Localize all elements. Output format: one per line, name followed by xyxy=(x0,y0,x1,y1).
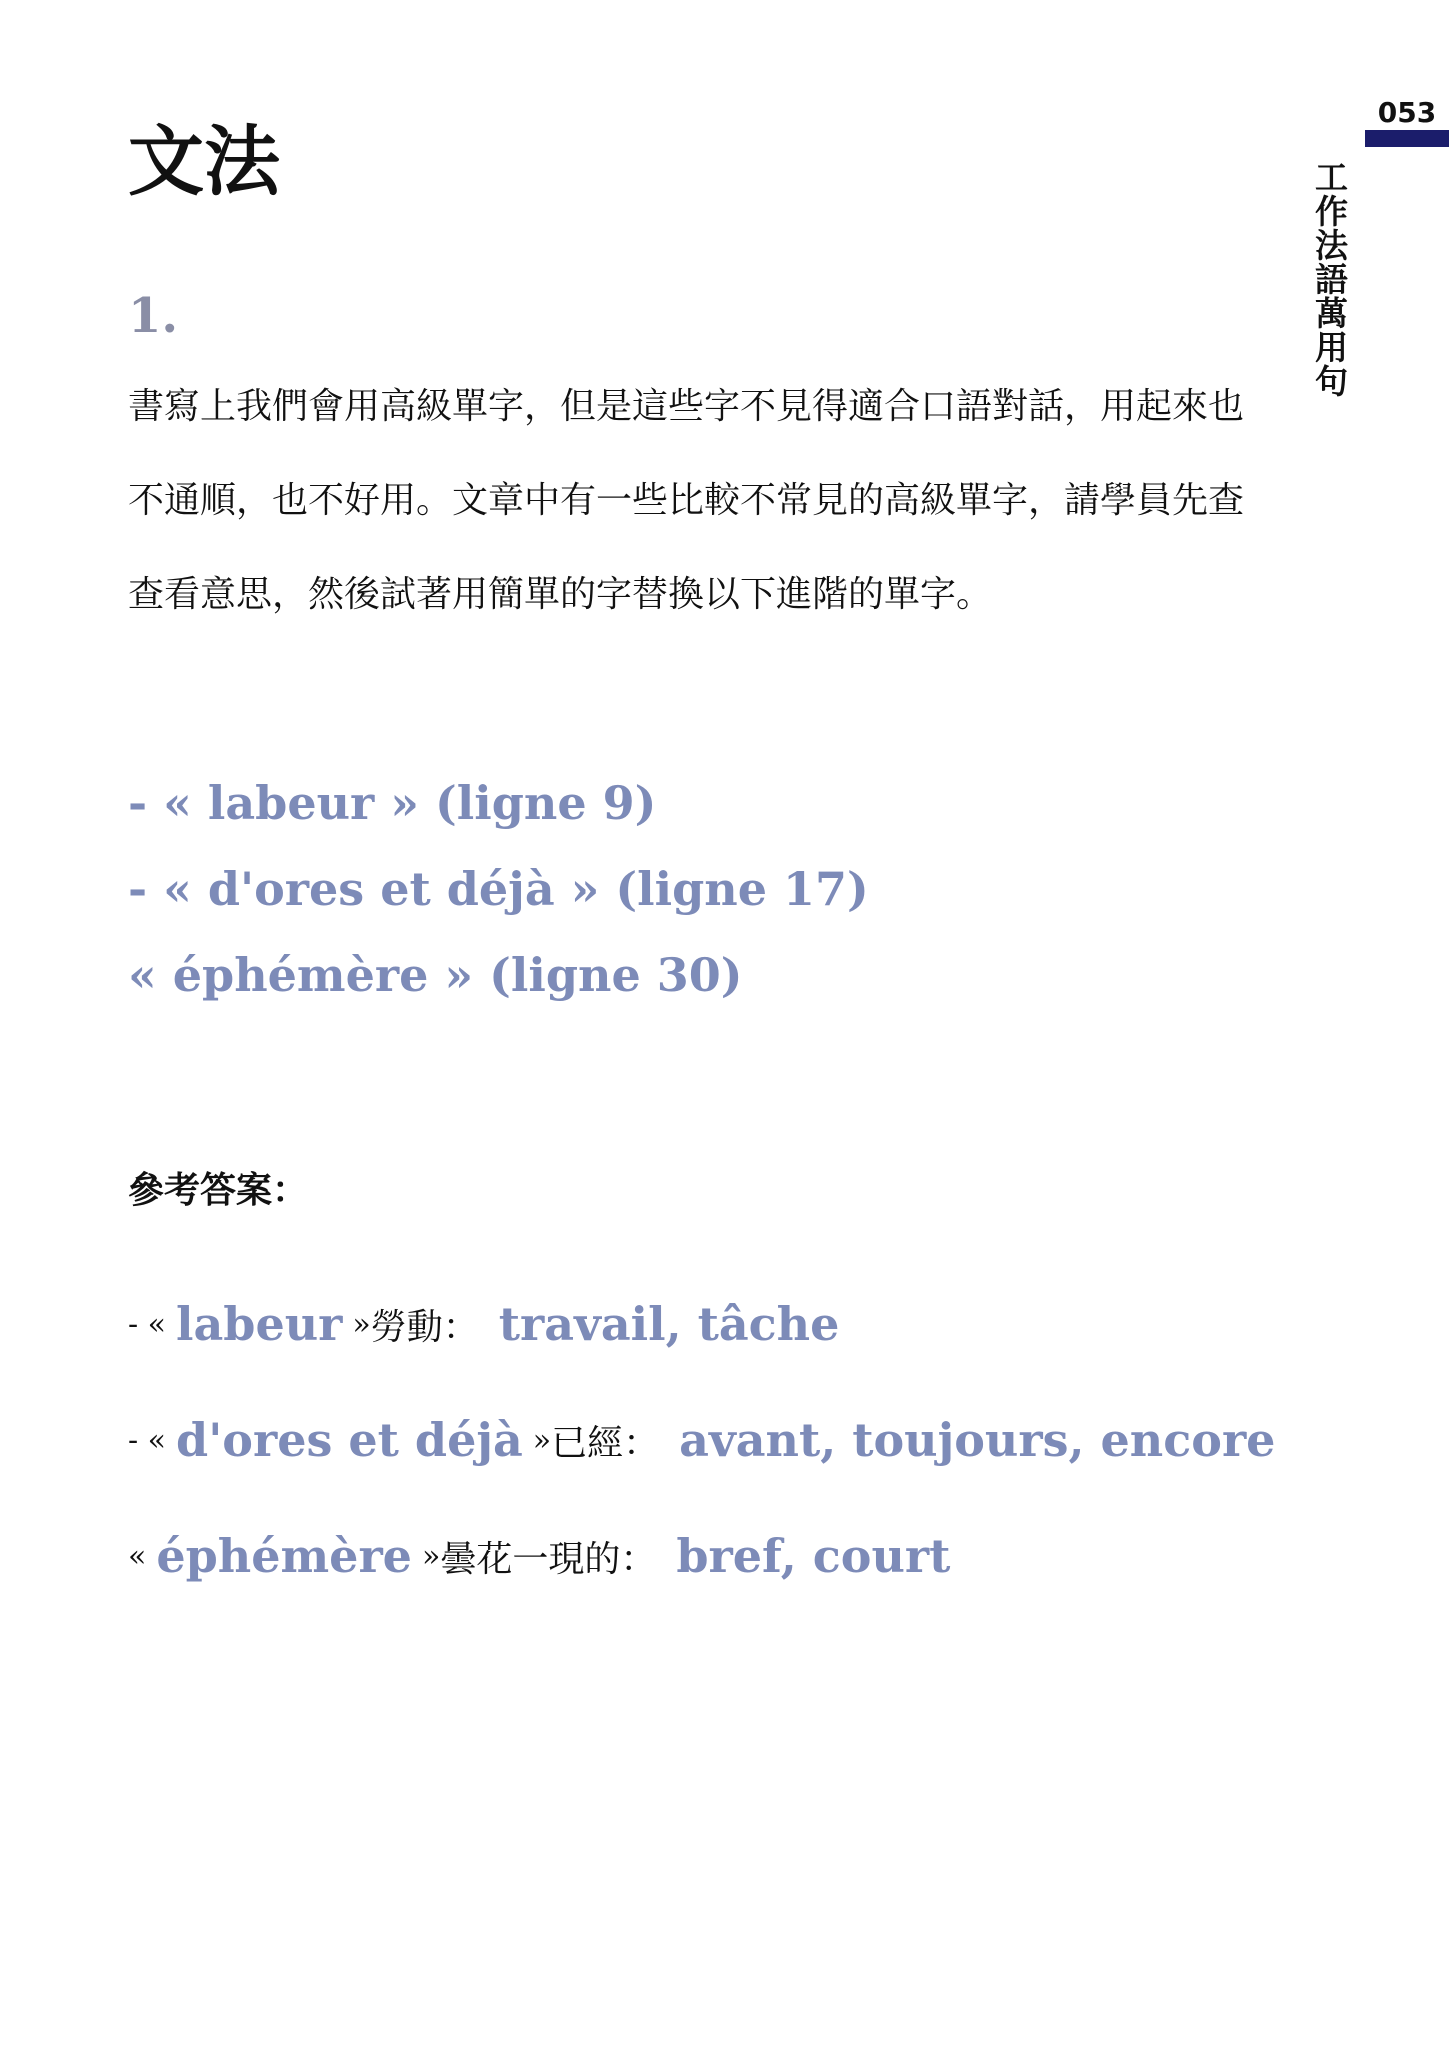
book-title: 工作法語萬用句 xyxy=(1310,160,1349,398)
answers-heading: 參考答案： xyxy=(128,1170,309,1211)
answer-suffix: » xyxy=(352,1306,371,1342)
vocab-list xyxy=(128,760,869,1018)
answer-meaning: 曇花一現的： xyxy=(440,1538,657,1580)
page-tab-marker xyxy=(1365,130,1449,147)
answer-meaning: 勞動： xyxy=(370,1306,479,1348)
answer-prefix: « xyxy=(128,1538,147,1574)
answer-term: éphémère xyxy=(156,1529,412,1583)
answer-suffix: » xyxy=(421,1538,441,1574)
exercise-instructions: 書寫上我們會用高級單字，但是這些字不見得適合口語對話，用起來也不通順，也不好用。文章中有一些比較不常見的高級單字，請學員先查查看意思，然後試著用簡單的字替換以下進階的單字。 xyxy=(128,386,1245,615)
answer-item xyxy=(128,1498,1275,1614)
answer-prefix: - « xyxy=(128,1306,167,1342)
answers-list xyxy=(128,1266,1275,1614)
answer-suffix: » xyxy=(532,1422,552,1458)
answer-item xyxy=(128,1382,1275,1498)
vocab-item: « éphémère » (ligne 30) xyxy=(128,948,743,1002)
answer-synonyms: bref, court xyxy=(676,1529,951,1583)
exercise-number: 1. xyxy=(128,288,179,344)
answer-synonyms: travail, tâche xyxy=(498,1297,840,1351)
answer-term: labeur xyxy=(176,1297,343,1351)
vocab-item: - « labeur » (ligne 9) xyxy=(128,776,657,830)
answer-item xyxy=(128,1266,1275,1382)
answer-synonyms: avant, toujours, encore xyxy=(679,1413,1276,1467)
answer-term: d'ores et déjà xyxy=(176,1413,523,1467)
vocab-item: - « d'ores et déjà » (ligne 17) xyxy=(128,862,869,916)
answer-meaning: 已經： xyxy=(551,1422,660,1464)
page-number: 053 xyxy=(1377,96,1437,129)
answer-prefix: - « xyxy=(128,1422,167,1458)
section-title: 文法 xyxy=(128,117,280,206)
